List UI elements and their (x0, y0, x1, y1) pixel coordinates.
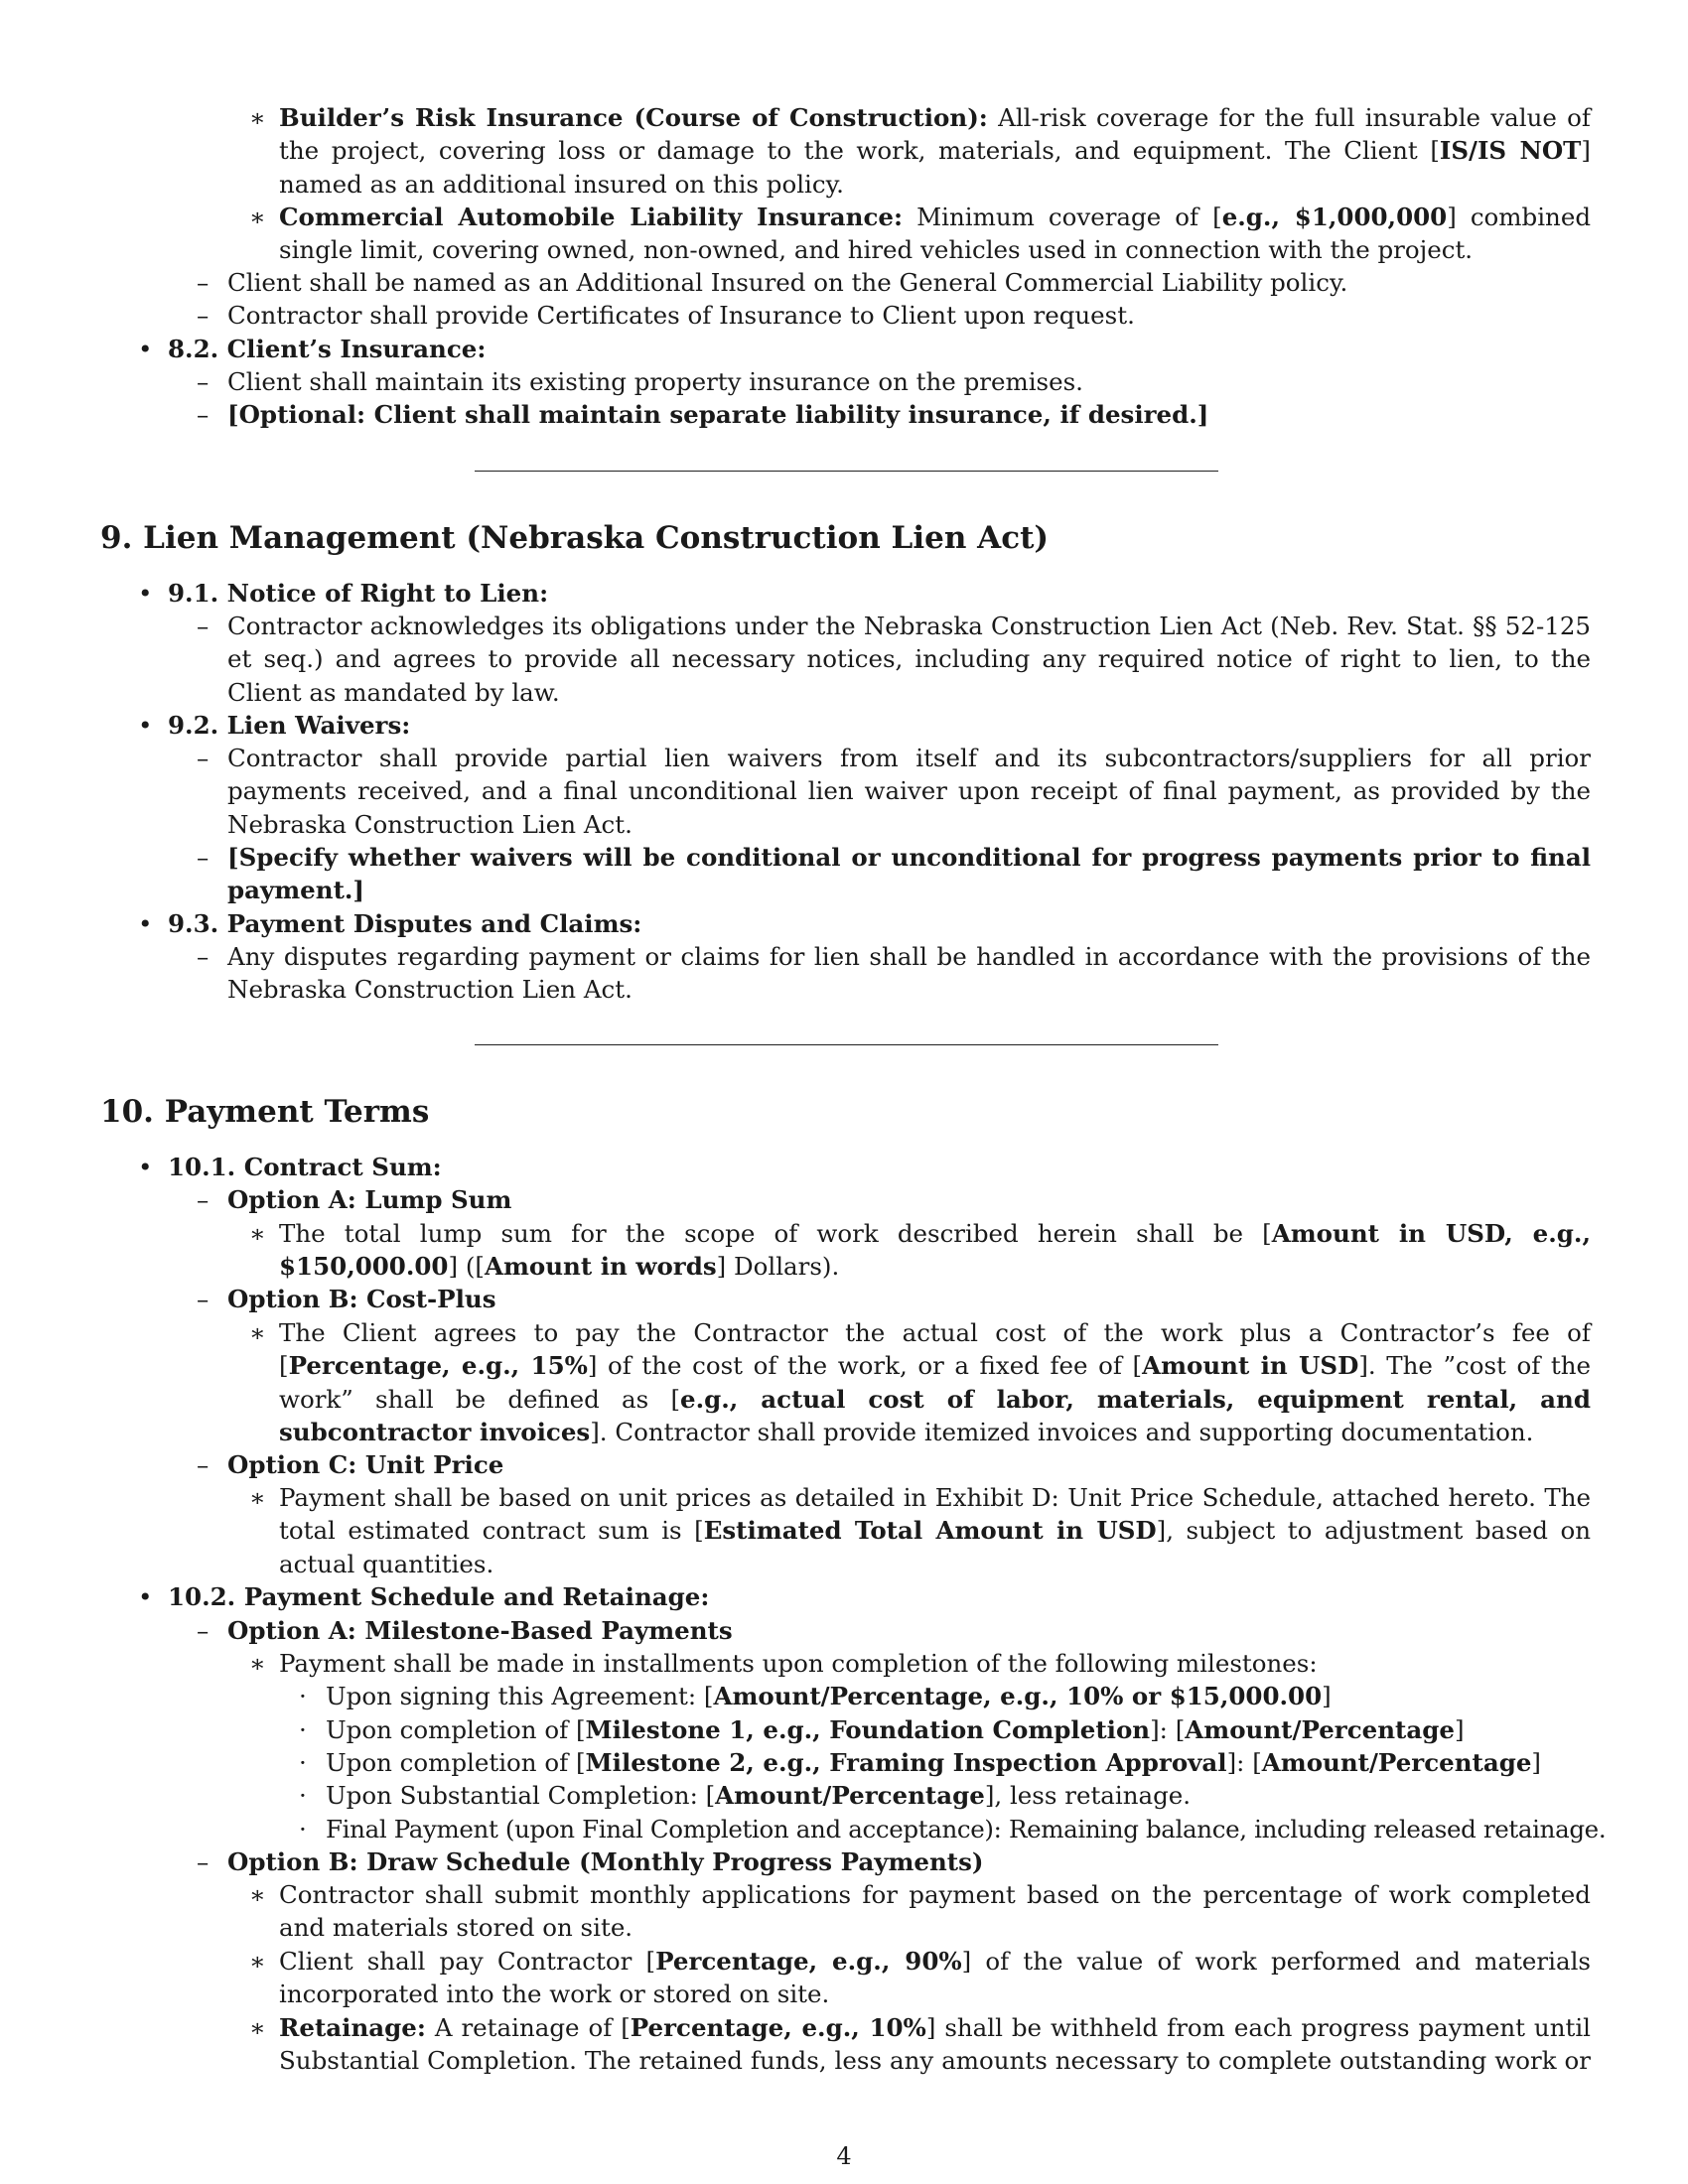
asterisk-bullet: ∗ (249, 2013, 266, 2042)
round-bullet: • (138, 1582, 153, 1611)
asterisk-bullet: ∗ (249, 1483, 266, 1512)
draw-schedule-text: Contractor shall submit monthly applications for payment based on the percentage of work completed and materials stored on site. (279, 1880, 1591, 1943)
certificates-item: Contractor shall provide Certificates of Insurance to Client upon request. (227, 301, 1135, 330)
dash-bullet: – (197, 1285, 210, 1313)
section-9-heading: 9. Lien Management (Nebraska Construction Lien Act) (100, 520, 1050, 556)
lump-sum-text: The total lump sum for the scope of work described herein shall be [Amount in USD, e.g., $150,000.00] ([Amount in words] Dollars). (279, 1219, 1591, 1282)
dash-bullet: – (197, 1450, 210, 1479)
client-optional-item: [Optional: Client shall maintain separate liability insurance, if desired.] (227, 400, 1209, 429)
milestones-intro: Payment shall be made in installments upon completion of the following milestones: (279, 1649, 1318, 1678)
dash-bullet: – (197, 1185, 210, 1214)
asterisk-bullet: ∗ (249, 203, 266, 231)
round-bullet: • (138, 909, 153, 938)
asterisk-bullet: ∗ (249, 1649, 266, 1678)
asterisk-bullet: ∗ (249, 103, 266, 132)
milestone-item: Upon completion of [Milestone 1, e.g., Foundation Completion]: [Amount/Percentage] (326, 1715, 1465, 1744)
contract-sum-heading: 10.1. Contract Sum: (168, 1153, 442, 1181)
dash-bullet: – (197, 942, 210, 971)
draw-payment-text: Client shall pay Contractor [Percentage, e.g., 90%] of the value of work performed and materials incorporated into the work or stored on site. (279, 1947, 1591, 2009)
notice-text: Contractor acknowledges its obligations under the Nebraska Construction Lien Act (Neb. Rev. Stat. §§ 52-125 et seq.) and agrees to provide all necessary notices, including any required notice of right to lien, to the Client as mandated by law. (227, 612, 1591, 707)
dot-bullet: · (299, 1682, 307, 1710)
client-insurance-heading: 8.2. Client’s Insurance: (168, 335, 487, 363)
option-c-unit-price: Option C: Unit Price (227, 1450, 504, 1479)
asterisk-bullet: ∗ (249, 1880, 266, 1909)
dot-bullet: · (299, 1815, 307, 1843)
dash-bullet: – (197, 301, 210, 330)
page-number: 4 (836, 2142, 852, 2170)
option-a-lump-sum: Option A: Lump Sum (227, 1185, 512, 1214)
milestone-item: Final Payment (upon Final Completion and acceptance): Remaining balance, including released retainage. (326, 1815, 1607, 1843)
option-a-milestones: Option A: Milestone-Based Payments (227, 1616, 733, 1645)
dash-bullet: – (197, 268, 210, 297)
auto-liability-item: Commercial Automobile Liability Insurance: Minimum coverage of [e.g., $1,000,000] combined single limit, covering owned, non-owned, and hired vehicles used in connection with the project. (279, 203, 1591, 265)
round-bullet: • (138, 711, 153, 740)
option-b-draw-schedule: Option B: Draw Schedule (Monthly Progress Payments) (227, 1847, 984, 1876)
lien-waivers-note: [Specify whether waivers will be conditional or unconditional for progress payments prior to final payment.] (227, 843, 1591, 905)
dot-bullet: · (299, 1715, 307, 1744)
payment-schedule-heading: 10.2. Payment Schedule and Retainage: (168, 1582, 710, 1611)
client-property-item: Client shall maintain its existing property insurance on the premises. (227, 367, 1083, 396)
dash-bullet: – (197, 367, 210, 396)
option-b-cost-plus: Option B: Cost-Plus (227, 1285, 496, 1313)
milestone-item: Upon Substantial Completion: [Amount/Percentage], less retainage. (326, 1781, 1192, 1810)
lien-waivers-text: Contractor shall provide partial lien waivers from itself and its subcontractors/suppliers for all prior payments received, and a final unconditional lien waiver upon receipt of final payment, as provided by the Nebraska Construction Lien Act. (227, 744, 1591, 839)
round-bullet: • (138, 1153, 153, 1181)
builders-risk-item: Builder’s Risk Insurance (Course of Construction): All-risk coverage for the full insurable value of the project, covering loss or damage to the work, materials, and equipment. The Client [IS/IS NOT] named as an additional insured on this policy. (279, 103, 1591, 199)
dot-bullet: · (299, 1781, 307, 1810)
disputes-heading: 9.3. Payment Disputes and Claims: (168, 909, 642, 938)
dash-bullet: – (197, 744, 210, 772)
dash-bullet: – (197, 1616, 210, 1645)
asterisk-bullet: ∗ (249, 1318, 266, 1347)
lien-waivers-heading: 9.2. Lien Waivers: (168, 711, 411, 740)
named-insured-item: Client shall be named as an Additional Insured on the General Commercial Liability policy. (227, 268, 1348, 297)
cost-plus-text: The Client agrees to pay the Contractor the actual cost of the work plus a Contractor’s fee of [Percentage, e.g., 15%] of the cost of the work, or a fixed fee of [Amount in USD]. The ”cost of the work” shall be defined as [e.g., actual cost of labor, materials, equipment rental, and subcontractor invoices]. Contractor shall provide itemized invoices and supporting documentation. (279, 1318, 1591, 1447)
round-bullet: • (138, 335, 153, 363)
asterisk-bullet: ∗ (249, 1219, 266, 1248)
dash-bullet: – (197, 1847, 210, 1876)
dash-bullet: – (197, 843, 210, 872)
milestone-item: Upon completion of [Milestone 2, e.g., Framing Inspection Approval]: [Amount/Percentage] (326, 1748, 1541, 1777)
asterisk-bullet: ∗ (249, 1947, 266, 1976)
unit-price-text: Payment shall be based on unit prices as detailed in Exhibit D: Unit Price Schedule, attached hereto. The total estimated contract sum is [Estimated Total Amount in USD], subject to adjustment based on actual quantities. (279, 1483, 1591, 1578)
section-10-heading: 10. Payment Terms (100, 1094, 430, 1130)
retainage-text: Retainage: A retainage of [Percentage, e.g., 10%] shall be withheld from each progress payment until Substantial Completion. The retained funds, less any amounts necessary to complete outstanding work or (279, 2013, 1591, 2076)
section-divider (475, 1044, 1218, 1045)
disputes-text: Any disputes regarding payment or claims for lien shall be handled in accordance with the provisions of the Nebraska Construction Lien Act. (227, 942, 1591, 1005)
dash-bullet: – (197, 400, 210, 429)
notice-heading: 9.1. Notice of Right to Lien: (168, 579, 549, 608)
milestone-item: Upon signing this Agreement: [Amount/Percentage, e.g., 10% or $15,000.00] (326, 1682, 1332, 1710)
section-divider (475, 471, 1218, 472)
dot-bullet: · (299, 1748, 307, 1777)
round-bullet: • (138, 579, 153, 608)
dash-bullet: – (197, 612, 210, 640)
